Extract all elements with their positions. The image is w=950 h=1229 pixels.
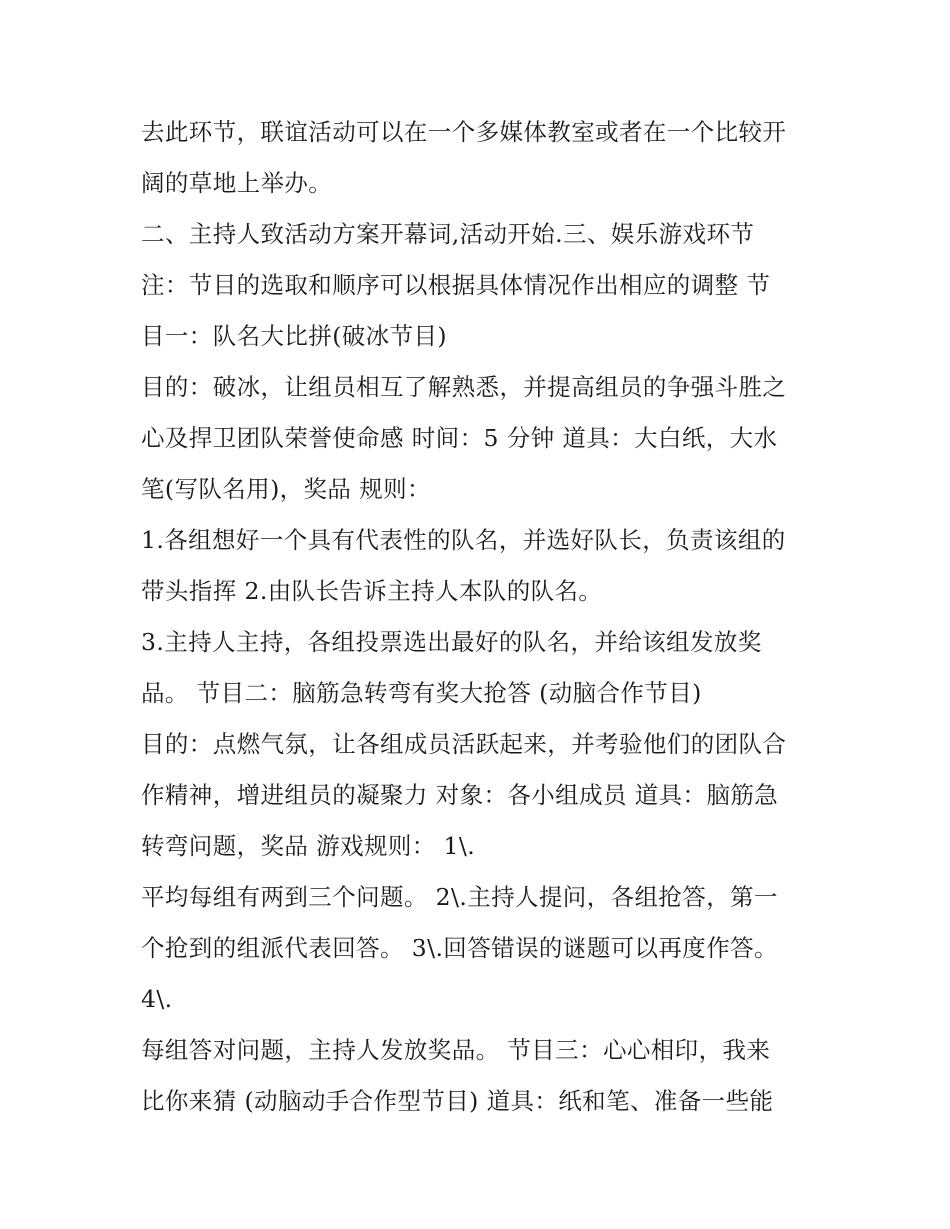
text-line: 每组答对问题，主持人发放奖品。 节目三：心心相印，我来 xyxy=(141,1036,771,1064)
text-line: 4\. xyxy=(141,985,173,1013)
text-line: 个抢到的组派代表回答。 3\.回答错误的谜题可以再度作答。 xyxy=(141,934,778,962)
text-line: 笔(写队名用)，奖品 规则： xyxy=(141,475,431,503)
body-text xyxy=(141,107,831,1127)
text-line: 转弯问题，奖品 游戏规则： 1\. xyxy=(141,832,476,860)
text-line: 3.主持人主持，各组投票选出最好的队名，并给该组发放奖 xyxy=(141,628,762,656)
text-line: 平均每组有两到三个问题。 2\.主持人提问，各组抢答，第一 xyxy=(141,883,778,911)
text-line: 比你来猜 (动脑动手合作型节目) 道具：纸和笔、准备一些能 xyxy=(141,1087,774,1115)
text-line: 作精神，增进组员的凝聚力 对象：各小组成员 道具：脑筋急 xyxy=(141,781,779,809)
text-line: 注：节目的选取和顺序可以根据具体情况作出相应的调整 节 xyxy=(141,271,771,299)
text-line: 阔的草地上举办。 xyxy=(141,169,333,197)
text-line: 心及捍卫团队荣誉使命感 时间：5 分钟 道具：大白纸，大水 xyxy=(141,424,778,452)
text-line: 品。 节目二：脑筋急转弯有奖大抢答 (动脑合作节目) xyxy=(141,679,702,707)
text-line: 目一：队名大比拼(破冰节目) xyxy=(141,322,447,350)
text-line: 1.各组想好一个具有代表性的队名，并选好队长，负责该组的 xyxy=(141,526,786,554)
text-line: 二、主持人致活动方案开幕词,活动开始.三、娱乐游戏环节 xyxy=(141,220,755,248)
text-line: 目的：破冰，让组员相互了解熟悉，并提高组员的争强斗胜之 xyxy=(141,373,787,401)
text-line: 去此环节，联谊活动可以在一个多媒体教室或者在一个比较开 xyxy=(141,118,787,146)
text-line: 带头指挥 2.由队长告诉主持人本队的队名。 xyxy=(141,577,603,605)
text-line: 目的：点燃气氛，让各组成员活跃起来，并考验他们的团队合 xyxy=(141,730,787,758)
